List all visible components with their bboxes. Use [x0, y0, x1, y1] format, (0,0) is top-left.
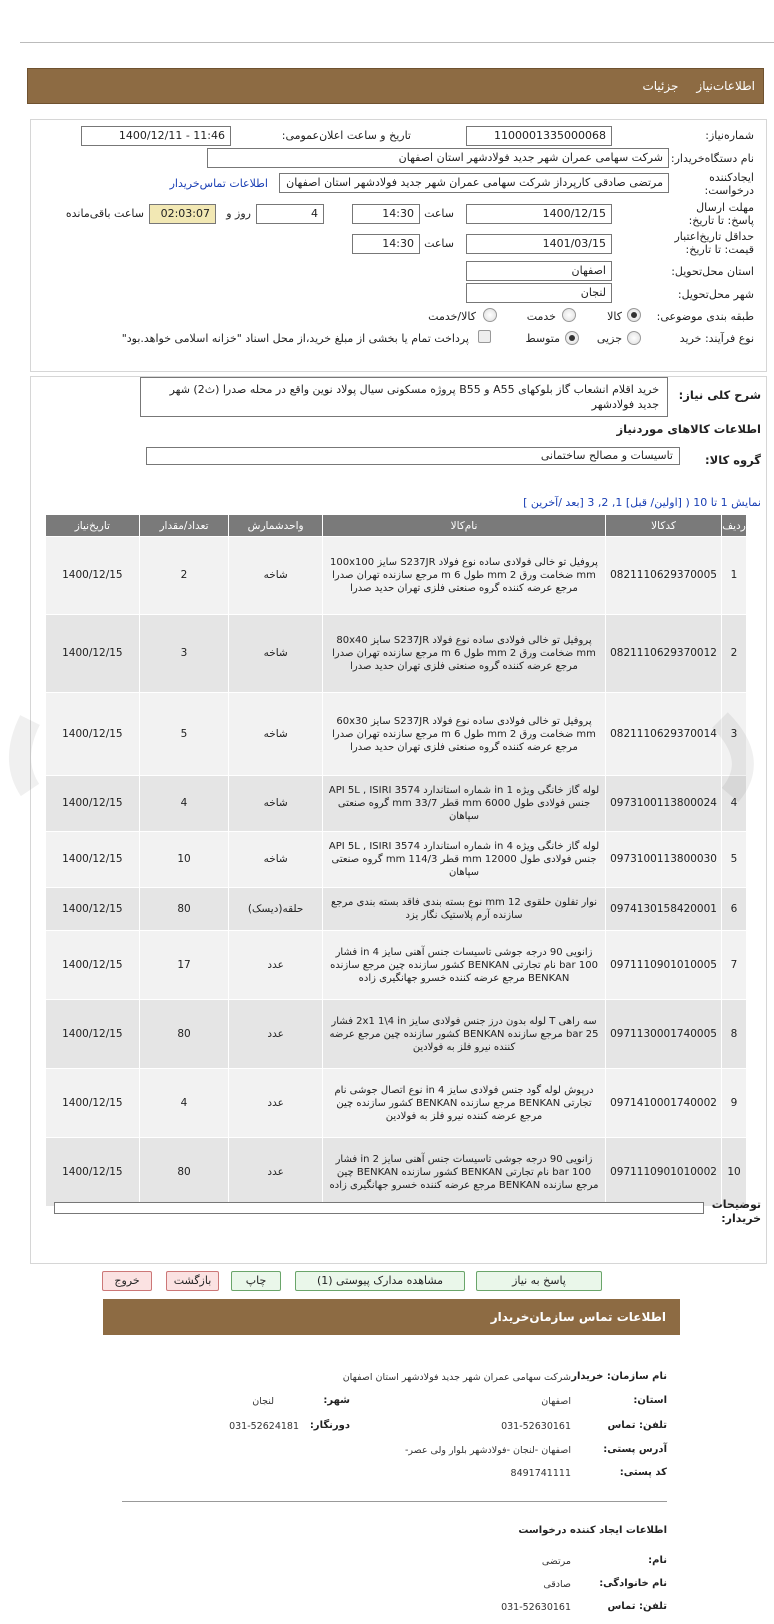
item-qty: 4	[139, 1069, 229, 1138]
validity-time-field: 14:30	[352, 234, 420, 254]
col-row: ردیف	[722, 515, 747, 537]
table-row	[46, 931, 747, 1000]
item-unit: شاخه	[229, 776, 323, 832]
item-name: درپوش لوله گود جنس فولادی سایز 4 in نوع اتصال جوشی نام تجارتی BENKAN مرجع سازنده BENKAN کشور سازنده چین مرجع عرضه کننده نیرو فلز به فولادین	[322, 1069, 605, 1138]
exit-button[interactable]: خروج	[102, 1271, 152, 1291]
category-both-radio[interactable]	[483, 308, 497, 322]
item-qty: 2	[139, 537, 229, 615]
creator-name-value: مرتضی	[541, 1556, 571, 1567]
item-date: 1400/12/15	[46, 931, 140, 1000]
category-label: طبقه بندی موضوعی:	[656, 310, 754, 323]
col-date: تاریخ‌نیاز	[46, 515, 140, 537]
row-number: 5	[722, 832, 747, 888]
tab-details[interactable]: جزئیات	[642, 79, 679, 93]
category-goods-label: کالا	[607, 310, 622, 323]
item-qty: 80	[139, 1138, 229, 1207]
item-code: 0821110629370014	[606, 693, 722, 776]
row-number: 2	[722, 615, 747, 693]
item-code: 0973100113800024	[606, 776, 722, 832]
item-name: زانویی 90 درجه جوشی تاسیسات جنس آهنی سایز 4 in فشار 100 bar نام تجارتی BENKAN کشور سازنده چین مرجع سازنده BENKAN مرجع عرضه کننده خسرو جهانگیری زاده	[322, 931, 605, 1000]
address-label: آدرس پستی:	[603, 1444, 667, 1455]
table-row	[46, 888, 747, 931]
item-unit: عدد	[229, 1069, 323, 1138]
item-date: 1400/12/15	[46, 1069, 140, 1138]
item-code: 0971110901010002	[606, 1138, 722, 1207]
item-unit: شاخه	[229, 537, 323, 615]
group-label: گروه کالا:	[705, 453, 761, 467]
creator-family-value: صادقی	[543, 1579, 571, 1590]
item-qty: 5	[139, 693, 229, 776]
postal-label: کد پستی:	[619, 1467, 667, 1478]
buyer-contact-link[interactable]: اطلاعات تماس‌خریدار	[169, 177, 268, 190]
table-row	[46, 537, 747, 615]
item-unit: عدد	[229, 931, 323, 1000]
city-value: لنجان	[252, 1396, 274, 1407]
deadline-date-field: 1400/12/15	[466, 204, 612, 224]
item-qty: 10	[139, 832, 229, 888]
item-code: 0821110629370005	[606, 537, 722, 615]
org-label: نام سازمان: خریدار	[571, 1371, 667, 1382]
validity-label: حداقل تاریخ‌اعتبار قیمت: تا تاریخ:	[674, 230, 754, 256]
item-code: 0821110629370012	[606, 615, 722, 693]
item-name: سه راهی T لوله بدون درز جنس فولادی سایز 2x1 1\4 in فشار 25 bar مرجع سازنده BENKAN کشور سازنده چین مرجع عرضه کننده نیرو فلز به فولادین	[322, 1000, 605, 1069]
table-row	[46, 1138, 747, 1207]
item-unit: شاخه	[229, 615, 323, 693]
buyer-field: شرکت سهامی عمران شهر جدید فولادشهر استان اصفهان	[207, 148, 669, 168]
creator-section-title: اطلاعات ایجاد کننده درخواست	[518, 1525, 667, 1536]
item-unit: حلقه(دیسک)	[229, 888, 323, 931]
validity-time-label: ساعت	[424, 237, 454, 250]
item-date: 1400/12/15	[46, 615, 140, 693]
deadline-label: مهلت ارسال پاسخ: تا تاریخ:	[688, 201, 754, 227]
item-date: 1400/12/15	[46, 1000, 140, 1069]
need-info-panel	[30, 119, 767, 372]
item-date: 1400/12/15	[46, 776, 140, 832]
row-number: 8	[722, 1000, 747, 1069]
creator-family-label: نام خانوادگی:	[599, 1578, 667, 1589]
col-code: کدکالا	[606, 515, 722, 537]
goods-info-heading: اطلاعات کالاهای موردنیاز	[616, 422, 761, 436]
print-button[interactable]: چاپ	[231, 1271, 281, 1291]
item-name: زانویی 90 درجه جوشی تاسیسات جنس آهنی سایز 2 in فشار 100 bar نام تجارتی BENKAN کشور سازنده BENKAN چین مرجع سازنده BENKAN مرجع عرضه کننده خسرو جهانگیری زاده	[322, 1138, 605, 1207]
province-field: اصفهان	[466, 261, 612, 281]
city-label: شهر:	[323, 1395, 350, 1406]
back-button[interactable]: بازگشت	[166, 1271, 219, 1291]
process-label: نوع فرآیند: خرید	[679, 332, 754, 345]
item-qty: 3	[139, 615, 229, 693]
buyer-notes-field	[54, 1202, 704, 1214]
fax-value: 031-52624181	[229, 1421, 299, 1432]
summary-text: خرید اقلام انشعاب گاز بلوکهای A55 و B55 پروژه مسکونی سیال پولاد نوین واقع در محله صدرا (ث2) شهر جدید فولادشهر	[140, 377, 668, 417]
remaining-time-field: 02:03:07	[149, 204, 216, 224]
item-code: 0971410001740002	[606, 1069, 722, 1138]
category-both-label: کالا/خدمت	[428, 310, 476, 323]
city-field: لنجان	[466, 283, 612, 303]
item-qty: 80	[139, 888, 229, 931]
creator-phone-label: تلفن: تماس	[607, 1601, 667, 1612]
reply-button[interactable]: پاسخ به نیاز	[476, 1271, 602, 1291]
table-row	[46, 776, 747, 832]
postal-value: 8491741111	[510, 1468, 571, 1479]
row-number: 4	[722, 776, 747, 832]
phone-label: تلفن: تماس	[607, 1420, 667, 1431]
days-field: 4	[256, 204, 324, 224]
top-divider	[20, 42, 774, 43]
items-panel	[30, 376, 767, 1264]
days-label: روز و	[226, 207, 251, 220]
contact-section-header: اطلاعات تماس سازمان‌خریدار	[103, 1299, 680, 1335]
item-date: 1400/12/15	[46, 888, 140, 931]
creator-label: ایجادکننده درخواست:	[704, 171, 754, 197]
need-number-field: 1100001335000068	[466, 126, 612, 146]
item-code: 0971110901010005	[606, 931, 722, 1000]
category-goods-radio[interactable]	[627, 308, 641, 322]
validity-date-field: 1401/03/15	[466, 234, 612, 254]
item-unit: عدد	[229, 1138, 323, 1207]
process-minor-radio[interactable]	[627, 331, 641, 345]
group-field: تاسیسات و مصالح ساختمانی	[146, 447, 680, 465]
remaining-time-label: ساعت باقی‌مانده	[65, 207, 144, 220]
item-name: نوار تفلون حلقوی 12 mm نوع بسته بندی فاقد بسته بندی مرجع سازنده آرم پلاستیک نگار یزد	[322, 888, 605, 931]
address-value: اصفهان -لنجان -فولادشهر بلوار ولی عصر-	[404, 1445, 571, 1456]
contact-divider	[122, 1501, 667, 1502]
item-name: پروفیل تو خالی فولادی ساده نوع فولاد S237JR سایز 60x30 mm ضخامت ورق 2 mm طول 6 m مرجع سازنده تهران صدرا مرجع عرضه کننده گروه صنعتی فلزی تهران حدید صدرا	[322, 693, 605, 776]
buyer-notes-label: توضیحات خریدار:	[711, 1198, 761, 1225]
city-label: شهر محل‌تحویل:	[677, 288, 754, 301]
item-name: پروفیل تو خالی فولادی ساده نوع فولاد S237JR سایز 100x100 mm ضخامت ورق 2 mm طول 6 m مرجع سازنده تهران صدرا مرجع عرضه کننده گروه صنعتی فلزی تهران حدید صدرا	[322, 537, 605, 615]
deadline-time-label: ساعت	[424, 207, 454, 220]
creator-phone-value: 031-52630161	[501, 1602, 571, 1613]
deadline-time-field: 14:30	[352, 204, 420, 224]
item-name: پروفیل تو خالی فولادی ساده نوع فولاد S237JR سایز 80x40 mm ضخامت ورق 2 mm طول 6 m مرجع سازنده تهران صدرا مرجع عرضه کننده گروه صنعتی فلزی تهران حدید صدرا	[322, 615, 605, 693]
province-label: استان محل‌تحویل:	[671, 265, 754, 278]
row-number: 7	[722, 931, 747, 1000]
row-number: 6	[722, 888, 747, 931]
item-date: 1400/12/15	[46, 693, 140, 776]
item-unit: عدد	[229, 1000, 323, 1069]
row-number: 10	[722, 1138, 747, 1207]
row-number: 3	[722, 693, 747, 776]
item-name: لوله گاز خانگی ویژه 4 in شماره استاندارد API 5L , ISIRI 3574 جنس فولادی طول 12000 mm قطر 114/3 mm گروه صنعتی سپاهان	[322, 832, 605, 888]
treasury-payment-note: پرداخت تمام یا بخشی از مبلغ خرید،از محل اسناد "خزانه اسلامی خواهد.بود"	[121, 332, 469, 345]
pager[interactable]: نمایش 1 تا 10 ( [اولین/ قبل] 1, 2, 3 [بعد /آخرین ]	[523, 496, 761, 509]
treasury-payment-checkbox[interactable]	[478, 330, 491, 343]
table-row	[46, 693, 747, 776]
fax-label: دورنگار:	[309, 1420, 350, 1431]
item-qty: 80	[139, 1000, 229, 1069]
table-row	[46, 1069, 747, 1138]
org-value: شرکت سهامی عمران شهر جدید فولادشهر استان اصفهان	[342, 1372, 571, 1383]
phone-value: 031-52630161	[501, 1421, 571, 1432]
process-medium-radio[interactable]	[565, 331, 579, 345]
category-service-radio[interactable]	[562, 308, 576, 322]
announce-label: تاریخ و ساعت اعلان‌عمومی:	[281, 129, 411, 142]
items-table	[45, 514, 747, 1207]
items-table-header	[46, 515, 747, 537]
nav-bar	[27, 68, 764, 104]
category-service-label: خدمت	[526, 310, 556, 323]
announce-field: 1400/12/11 - 11:46	[81, 126, 231, 146]
table-row	[46, 615, 747, 693]
need-number-label: شماره‌نیاز:	[705, 129, 754, 142]
col-qty: تعداد/مقدار	[139, 515, 229, 537]
process-minor-label: جزیی	[596, 332, 622, 345]
row-number: 1	[722, 537, 747, 615]
table-row	[46, 1000, 747, 1069]
province-label: استان:	[633, 1395, 667, 1406]
col-name: نام‌کالا	[322, 515, 605, 537]
process-medium-label: متوسط	[525, 332, 560, 345]
item-unit: شاخه	[229, 832, 323, 888]
item-code: 0974130158420001	[606, 888, 722, 931]
item-date: 1400/12/15	[46, 1138, 140, 1207]
creator-name-label: نام:	[648, 1555, 667, 1566]
buyer-label: نام دستگاه‌خریدار:	[670, 152, 754, 165]
province-value: اصفهان	[541, 1396, 571, 1407]
item-date: 1400/12/15	[46, 537, 140, 615]
item-unit: شاخه	[229, 693, 323, 776]
item-name: لوله گاز خانگی ویژه 1 in شماره استاندارد API 5L , ISIRI 3574 جنس فولادی طول 6000 mm قطر 33/7 mm گروه صنعتی سپاهان	[322, 776, 605, 832]
item-qty: 4	[139, 776, 229, 832]
table-row	[46, 832, 747, 888]
tab-need-info[interactable]: اطلاعات‌نیاز	[696, 79, 755, 93]
summary-label: شرح کلی نیاز:	[678, 388, 761, 402]
item-qty: 17	[139, 931, 229, 1000]
item-code: 0971130001740005	[606, 1000, 722, 1069]
row-number: 9	[722, 1069, 747, 1138]
attachments-button[interactable]: مشاهده مدارک پیوستی (1)	[295, 1271, 465, 1291]
item-code: 0973100113800030	[606, 832, 722, 888]
col-unit: واحدشمارش	[229, 515, 323, 537]
creator-field: مرتضی صادقی کارپرداز شرکت سهامی عمران شهر جدید فولادشهر استان اصفهان	[279, 173, 669, 193]
item-date: 1400/12/15	[46, 832, 140, 888]
